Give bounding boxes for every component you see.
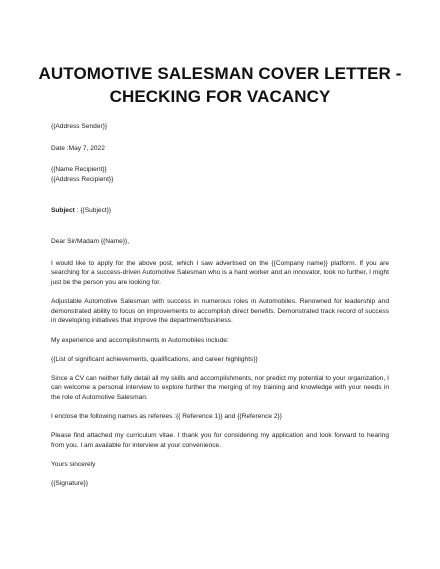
paragraph-profile: Adjustable Automotive Salesman with success in numerous roles in Automobiles. Renowned for leadership and demonstrated ability to focus on improvements to accomplish direct benefits. Demonstrated track record of success in developing initiatives that improve the department/business. bbox=[51, 298, 389, 325]
subject-label: Subject bbox=[51, 206, 75, 214]
name-recipient: {{Name Recipient}} bbox=[51, 166, 107, 174]
paragraph-interview: Since a CV can neither fully detail all my skills and accomplishments, nor predict my potential to your organization, I can welcome a personal interview to explore further the merging of my training and knowledge with your needs in the role of Automotive Salesman. bbox=[51, 374, 389, 402]
closing: Yours sincerely bbox=[51, 461, 96, 469]
salutation: Dear Sir/Madam {{Name}}, bbox=[51, 238, 130, 246]
address-recipient: {{Address Recipient}} bbox=[51, 175, 114, 183]
subject-value: : {{Subject}} bbox=[74, 206, 112, 214]
letter-body bbox=[51, 122, 389, 489]
paragraph-referees: I enclose the following names as referees :{{ Reference 1}} and {{Reference 2}} bbox=[51, 413, 282, 421]
address-sender: {{Address Sender}} bbox=[51, 123, 108, 130]
signature: {{Signature}} bbox=[51, 480, 89, 488]
page-title: AUTOMOTIVE SALESMAN COVER LETTER - CHECKING FOR VACANCY bbox=[38, 64, 402, 106]
date-line: Date :May 7, 2022 bbox=[51, 144, 105, 152]
subject-line bbox=[51, 206, 389, 216]
paragraph-achievements: {{List of significant achievements, qualifications, and career highlights}} bbox=[51, 355, 258, 363]
paragraph-attachment: Please find attached my curriculum vitae. I thank you for considering my application and look forward to hearing from you. I am available for interview at your convenience. bbox=[51, 432, 389, 450]
paragraph-experience-heading: My experience and accomplishments in Automobiles include: bbox=[51, 336, 229, 344]
paragraph-intro: I would like to apply for the above post, which I saw advertised on the {{Company name}} platform. If you are searching for a success-driven Automotive Salesman who is a hard worker and an innovator, look no further, I might just be the person you are looking for. bbox=[51, 259, 389, 286]
